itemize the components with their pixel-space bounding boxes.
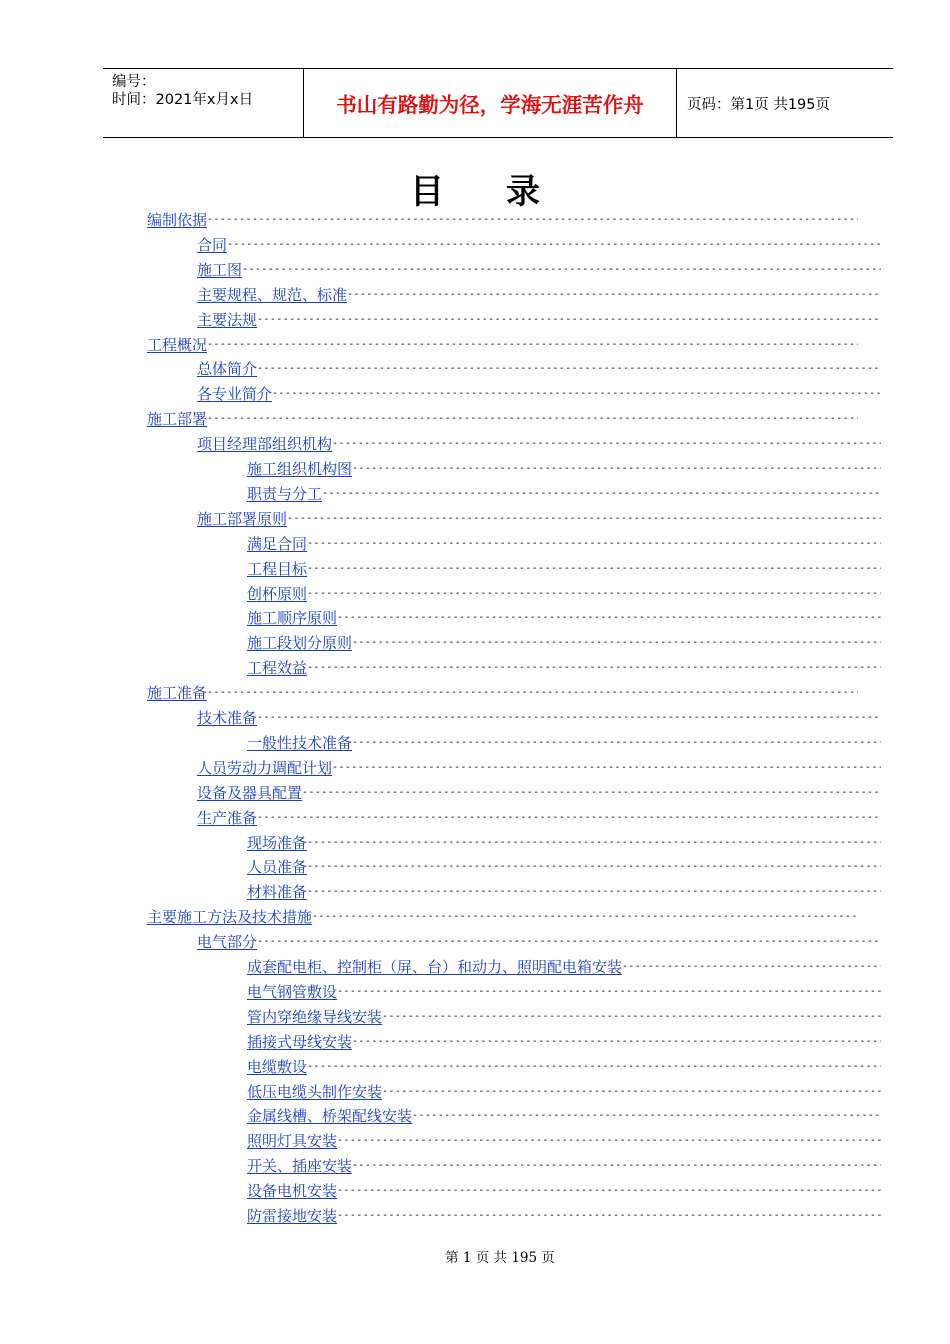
toc-entry[interactable] xyxy=(197,783,881,803)
toc-entry-link[interactable]: 管内穿绝缘导线安装 xyxy=(247,1007,383,1026)
toc-leader-dashes xyxy=(352,1156,881,1176)
toc-entry-link[interactable]: 主要法规 xyxy=(197,310,258,329)
toc-entry-link[interactable]: 编制依据 xyxy=(147,211,208,229)
toc-entry-link[interactable]: 技术准备 xyxy=(197,709,258,727)
toc-leader-dashes xyxy=(257,708,881,728)
toc-entry-link[interactable]: 电气部分 xyxy=(197,933,258,952)
toc-leader-dashes xyxy=(307,584,881,604)
toc-entry[interactable] xyxy=(247,1007,881,1027)
toc-entry[interactable] xyxy=(247,982,881,1002)
toc-entry[interactable] xyxy=(247,658,881,678)
toc-leader-dashes xyxy=(242,260,881,280)
toc-leader-dashes xyxy=(207,335,858,355)
toc-entry-link[interactable]: 插接式母线安装 xyxy=(247,1032,353,1051)
toc-leader-dashes xyxy=(227,235,881,255)
toc-leader-dashes xyxy=(382,1082,881,1102)
toc-entry-link[interactable]: 电气钢管敷设 xyxy=(247,982,338,1001)
toc-entry[interactable] xyxy=(247,882,881,902)
toc-entry[interactable] xyxy=(197,708,881,728)
toc-leader-dashes xyxy=(307,534,881,554)
toc-entry-link[interactable]: 开关、插座安装 xyxy=(247,1157,353,1176)
toc-entry-link[interactable]: 施工准备 xyxy=(147,684,208,703)
toc-entry[interactable] xyxy=(197,235,881,255)
toc-entry-link[interactable]: 设备电机安装 xyxy=(247,1182,338,1201)
toc-leader-dashes xyxy=(207,210,858,230)
toc-entry[interactable] xyxy=(247,608,881,628)
toc-entry-link[interactable]: 施工图 xyxy=(197,260,243,279)
toc-entry[interactable] xyxy=(147,683,858,703)
toc-entry[interactable] xyxy=(247,1181,881,1201)
page-footer: 第 1 页 共 195 页 xyxy=(445,1250,555,1266)
toc-entry[interactable] xyxy=(247,559,881,579)
toc-entry-link[interactable]: 主要规程、规范、标准 xyxy=(197,285,348,304)
toc-entry-link[interactable]: 一般性技术准备 xyxy=(247,733,353,752)
toc-entry[interactable] xyxy=(197,285,881,305)
toc-leader-dashes xyxy=(272,384,881,404)
page-title: 目录 xyxy=(410,172,602,212)
toc-entry-link[interactable]: 各专业简介 xyxy=(197,385,273,404)
header-motto: 书山有路勤为径，学海无涯苦作舟 xyxy=(336,93,644,117)
toc-entry[interactable] xyxy=(197,808,881,828)
toc-entry[interactable] xyxy=(247,733,881,753)
toc-entry[interactable] xyxy=(247,957,881,977)
toc-leader-dashes xyxy=(302,783,881,803)
toc-leader-dashes xyxy=(352,459,881,479)
toc-entry[interactable] xyxy=(247,1106,881,1126)
toc-leader-dashes xyxy=(307,833,881,853)
toc-entry-link[interactable]: 满足合同 xyxy=(247,534,308,553)
toc-leader-dashes xyxy=(257,359,881,379)
toc-entry-link[interactable]: 人员劳动力调配计划 xyxy=(197,758,333,777)
toc-entry[interactable] xyxy=(247,833,881,853)
toc-entry-link[interactable]: 施工组织机构图 xyxy=(247,460,353,478)
toc-leader-dashes xyxy=(307,882,881,902)
toc-entry[interactable] xyxy=(197,509,881,529)
toc-entry[interactable] xyxy=(247,1032,881,1052)
toc-entry-link[interactable]: 设备及器具配置 xyxy=(197,783,303,802)
toc-entry[interactable] xyxy=(147,210,858,230)
toc-leader-dashes xyxy=(352,1032,881,1052)
toc-entry[interactable] xyxy=(197,260,881,280)
toc-entry[interactable] xyxy=(247,459,881,479)
toc-leader-dashes xyxy=(337,608,881,628)
toc-entry-link[interactable]: 电缆敷设 xyxy=(247,1057,308,1076)
toc-entry-link[interactable]: 工程目标 xyxy=(247,559,308,578)
toc-entry[interactable] xyxy=(247,1206,881,1226)
toc-leader-dashes xyxy=(352,633,881,653)
toc-leader-dashes xyxy=(257,932,881,952)
toc-entry[interactable] xyxy=(147,907,858,927)
toc-entry[interactable] xyxy=(247,1156,881,1176)
toc-leader-dashes xyxy=(307,559,881,579)
toc-leader-dashes xyxy=(307,1057,881,1077)
toc-entry-link[interactable]: 低压电缆头制作安装 xyxy=(247,1082,383,1101)
toc-leader-dashes xyxy=(412,1106,881,1126)
toc-entry[interactable] xyxy=(247,857,881,877)
toc-entry-link[interactable]: 项目经理部组织机构 xyxy=(197,435,333,454)
toc-entry-link[interactable]: 施工部署 xyxy=(147,410,208,429)
toc-leader-dashes xyxy=(337,1131,881,1151)
toc-entry[interactable] xyxy=(197,434,881,454)
toc-entry-link[interactable]: 成套配电柜、控制柜（屏、台）和动力、照明配电箱安装 xyxy=(247,958,623,976)
toc-entry[interactable] xyxy=(147,335,858,355)
toc-leader-dashes xyxy=(352,733,881,753)
toc-entry[interactable] xyxy=(247,584,881,604)
toc-leader-dashes xyxy=(337,1181,881,1201)
toc-leader-dashes xyxy=(207,683,858,703)
toc-entry-link[interactable]: 合同 xyxy=(197,235,228,254)
toc-entry-link[interactable]: 现场准备 xyxy=(247,833,308,852)
toc-entry-link[interactable]: 生产准备 xyxy=(197,808,258,827)
toc-leader-dashes xyxy=(307,857,881,877)
date-label: 时间：2021年x月x日 xyxy=(112,92,254,108)
toc-leader-dashes xyxy=(347,285,881,305)
toc-entry-link[interactable]: 主要施工方法及技术措施 xyxy=(147,908,313,927)
toc-leader-dashes xyxy=(257,808,881,828)
toc-entry[interactable] xyxy=(197,310,881,330)
toc-entry[interactable] xyxy=(197,384,881,404)
toc-entry-link[interactable]: 防雷接地安装 xyxy=(247,1207,338,1225)
toc-entry-link[interactable]: 照明灯具安装 xyxy=(247,1132,338,1151)
toc-entry[interactable] xyxy=(247,1131,881,1151)
toc-entry[interactable] xyxy=(247,633,881,653)
toc-leader-dashes xyxy=(337,982,881,1002)
toc-entry-link[interactable]: 工程效益 xyxy=(247,659,308,678)
toc-entry[interactable] xyxy=(247,484,881,504)
toc-leader-dashes xyxy=(207,409,858,429)
toc-leader-dashes xyxy=(312,907,858,927)
toc-entry-link[interactable]: 施工顺序原则 xyxy=(247,609,338,628)
toc-entry[interactable] xyxy=(197,758,881,778)
toc-leader-dashes xyxy=(307,658,881,678)
toc-leader-dashes xyxy=(257,310,881,330)
toc-entry[interactable] xyxy=(247,1057,881,1077)
toc-leader-dashes xyxy=(332,758,881,778)
toc-entry-link[interactable]: 职责与分工 xyxy=(247,484,323,503)
toc-entry-link[interactable]: 创杯原则 xyxy=(247,584,308,603)
toc-entry-link[interactable]: 施工段划分原则 xyxy=(247,634,353,653)
toc-entry[interactable] xyxy=(247,534,881,554)
toc-entry-link[interactable]: 总体简介 xyxy=(197,360,258,379)
toc-entry-link[interactable]: 金属线槽、桥架配线安装 xyxy=(247,1107,413,1126)
toc-leader-dashes xyxy=(622,957,881,977)
toc-leader-dashes xyxy=(332,434,881,454)
toc-leader-dashes xyxy=(382,1007,881,1027)
toc-leader-dashes xyxy=(337,1206,881,1226)
toc-entry-link[interactable]: 工程概况 xyxy=(147,335,208,354)
toc-entry[interactable] xyxy=(197,359,881,379)
toc-leader-dashes xyxy=(322,484,881,504)
toc-entry-link[interactable]: 人员准备 xyxy=(247,858,308,877)
header-page-info: 页码：第1页 共195页 xyxy=(687,96,831,113)
toc-entry[interactable] xyxy=(247,1082,881,1102)
toc-entry[interactable] xyxy=(147,409,858,429)
number-label: 编号： xyxy=(112,74,156,90)
toc-entry-link[interactable]: 施工部署原则 xyxy=(197,509,288,528)
toc-entry[interactable] xyxy=(197,932,881,952)
toc-leader-dashes xyxy=(287,509,881,529)
toc-entry-link[interactable]: 材料准备 xyxy=(247,883,308,902)
